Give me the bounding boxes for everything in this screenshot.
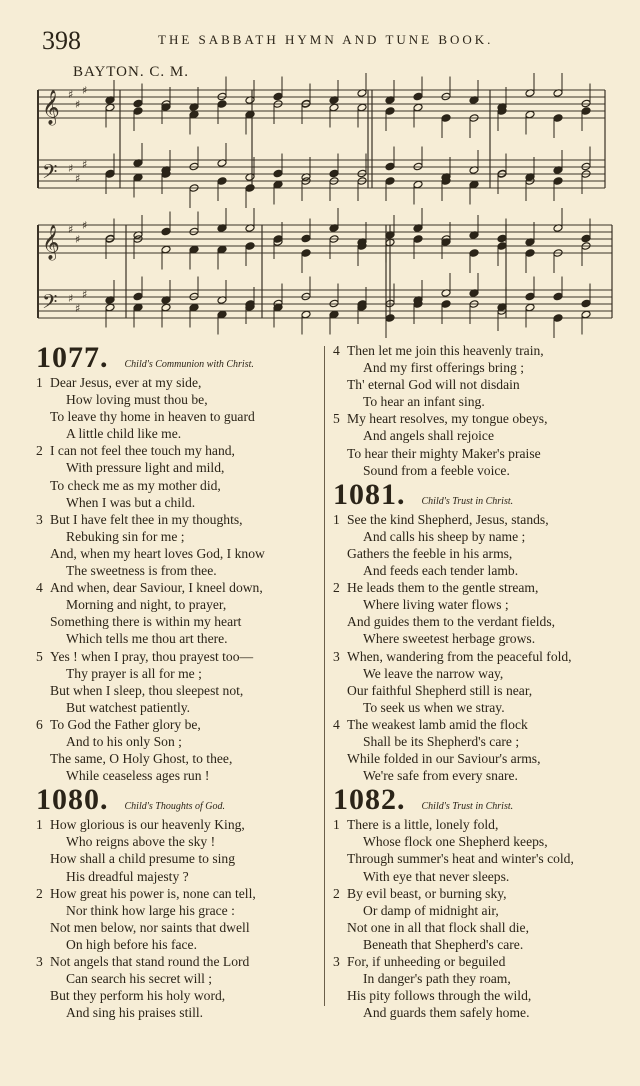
verse-line	[333, 919, 628, 936]
verse-line	[36, 970, 326, 987]
verse-text: By evil beast, or burning sky,	[347, 885, 507, 901]
verse	[36, 953, 326, 1021]
verse-line	[333, 767, 628, 784]
verse-line	[333, 868, 628, 885]
verse-text: To hear their mighty Maker's praise	[347, 445, 541, 461]
verse-line	[36, 833, 326, 850]
verse-line	[36, 885, 326, 902]
verse-text: Beneath that Shepherd's care.	[363, 936, 524, 952]
verse-line	[36, 1004, 326, 1021]
sharp-icon: ♯	[75, 233, 81, 246]
note-head	[189, 245, 199, 254]
verse-number: 4	[333, 343, 340, 358]
verse-text: To seek us when we stray.	[363, 699, 505, 715]
page-number: 398	[42, 26, 81, 55]
verse-text: Rebuking sin for me ;	[66, 528, 185, 544]
verse	[36, 716, 326, 784]
verse-line	[333, 511, 628, 528]
hymn-title: Child's Trust in Christ.	[421, 801, 514, 813]
verse-line	[333, 733, 628, 750]
verse-text: Gathers the feeble in his arms,	[347, 545, 513, 561]
verse-text: The weakest lamb amid the flock	[347, 716, 528, 732]
verse-line	[36, 374, 326, 391]
note-head	[553, 177, 563, 186]
note-head	[385, 107, 395, 116]
verse-number: 2	[36, 443, 43, 459]
verse-line	[36, 902, 326, 919]
note-head	[133, 303, 143, 312]
verse-text: The sweetness is from thee.	[66, 563, 217, 579]
verse-text: Something there is within my heart	[50, 614, 242, 630]
hymn-number: 1082.	[333, 783, 406, 817]
note-head	[105, 170, 115, 179]
note-head	[301, 249, 311, 258]
note-head	[273, 180, 283, 189]
note-head	[413, 180, 423, 189]
verse-text: And my first offerings bring ;	[363, 360, 524, 376]
verse-line	[333, 970, 628, 987]
hymn-number: 1080.	[36, 783, 109, 817]
verse-text: Morning and night, to prayer,	[66, 597, 227, 613]
verse	[36, 579, 326, 647]
verse-line	[333, 376, 628, 393]
verse-text: Yes ! when I pray, thou prayest too—	[50, 648, 254, 664]
verse	[333, 716, 628, 784]
verse-text: But they perform his holy word,	[50, 988, 226, 1004]
verse-number: 2	[36, 885, 43, 901]
bass-clef-icon: 𝄢	[42, 290, 58, 318]
verse-text: Th' eternal God will not disdain	[347, 377, 520, 393]
verse-text: And angels shall rejoice	[363, 428, 494, 444]
verse-text: There is a little, lonely fold,	[347, 817, 499, 833]
note-head	[273, 235, 283, 244]
sharp-icon: ♯	[68, 88, 74, 101]
note-head	[357, 103, 367, 112]
note-head	[245, 242, 255, 251]
verse-line	[36, 630, 326, 647]
verse-line	[36, 562, 326, 579]
verse-text: Dear Jesus, ever at my side,	[50, 375, 202, 390]
verse-number: 3	[36, 954, 43, 969]
sharp-icon: ♯	[82, 219, 88, 232]
verse-line	[36, 545, 326, 562]
note-head	[553, 292, 563, 301]
verse-number: 2	[333, 580, 340, 596]
verse-line	[333, 579, 628, 596]
note-head	[581, 299, 591, 308]
verse-line	[333, 833, 628, 850]
verse-line	[333, 699, 628, 716]
sharp-icon: ♯	[82, 84, 88, 97]
verse	[333, 342, 628, 410]
verse-text: And when, dear Saviour, I kneel down,	[50, 580, 263, 596]
verse	[333, 885, 628, 953]
verse-line	[333, 445, 628, 462]
verse-text: We're safe from every snare.	[363, 768, 518, 784]
sharp-icon: ♯	[82, 158, 88, 171]
verse-line	[36, 511, 326, 528]
verse-line	[333, 562, 628, 579]
verse-text: Can search his secret will ;	[66, 971, 213, 987]
verse-text: Sound from a feeble voice.	[363, 462, 510, 478]
verse-number: 4	[333, 716, 340, 732]
sharp-icon: ♯	[75, 98, 81, 111]
verse-line	[36, 750, 326, 767]
verse-text: Whose flock one Shepherd keeps,	[363, 834, 548, 850]
verse-text: For, if unheeding or beguiled	[347, 954, 506, 969]
verse-text: Nor think how large his grace :	[66, 902, 235, 918]
treble-clef-icon: 𝄞	[42, 90, 60, 125]
note-head	[217, 100, 227, 109]
verse-number: 2	[333, 885, 340, 901]
note-head	[105, 303, 115, 312]
verse-line	[333, 850, 628, 867]
verse-line	[36, 699, 326, 716]
hymn-heading	[333, 784, 628, 816]
verse-text: And to his only Son ;	[66, 733, 182, 749]
note-head	[413, 235, 423, 244]
note-head	[189, 110, 199, 119]
note-head	[553, 314, 563, 323]
verse-line	[36, 579, 326, 596]
verse-text: We leave the narrow way,	[363, 665, 504, 681]
verse-text: And, when my heart loves God, I know	[50, 545, 265, 561]
verse-line	[333, 936, 628, 953]
verse-line	[333, 410, 628, 427]
verse	[36, 511, 326, 579]
verse-text: His dreadful majesty ?	[66, 868, 189, 884]
note-head	[133, 107, 143, 116]
verse-text: And guards them safely home.	[363, 1005, 530, 1021]
hymn-title: Child's Trust in Christ.	[421, 495, 514, 507]
verse-line	[333, 427, 628, 444]
note-head	[385, 162, 395, 171]
verse-line	[36, 442, 326, 459]
note-head	[581, 310, 591, 319]
verse-number: 3	[36, 511, 43, 527]
verse-line	[36, 953, 326, 970]
verse-text: To leave thy home in heaven to guard	[50, 409, 255, 425]
verse-text: Where living water flows ;	[363, 597, 509, 613]
verse	[333, 648, 628, 716]
verse-text: A little child like me.	[66, 426, 182, 442]
verse-line	[36, 459, 326, 476]
note-head	[133, 173, 143, 182]
verse-text: See the kind Shepherd, Jesus, stands,	[347, 511, 549, 527]
verse-line	[333, 953, 628, 970]
verse	[36, 442, 326, 510]
note-head	[525, 292, 535, 301]
verse-number: 5	[36, 648, 43, 664]
verse	[36, 648, 326, 716]
sharp-icon: ♯	[82, 288, 88, 301]
sharp-icon: ♯	[68, 292, 74, 305]
note-head	[329, 103, 339, 112]
note-head	[301, 310, 311, 319]
note-head	[217, 177, 227, 186]
note-head	[385, 177, 395, 186]
verse-line	[36, 919, 326, 936]
hymn-heading	[36, 342, 326, 374]
verse-text: When I was but a child.	[66, 494, 196, 510]
verse-line	[333, 596, 628, 613]
note-head	[413, 92, 423, 101]
verse-text: Thy prayer is all for me ;	[66, 665, 202, 681]
verse-line	[36, 868, 326, 885]
hymn-number: 1077.	[36, 341, 109, 374]
verse-line	[333, 816, 628, 833]
verse-text: While ceaseless ages run !	[66, 768, 210, 784]
sharp-icon: ♯	[68, 162, 74, 175]
verse-line	[36, 733, 326, 750]
verse-line	[333, 665, 628, 682]
verse-text: And calls his sheep by name ;	[363, 528, 526, 544]
verse-line	[36, 613, 326, 630]
verse-number: 1	[333, 511, 340, 527]
note-head	[413, 103, 423, 112]
note-head	[245, 184, 255, 193]
hymn-heading	[36, 784, 326, 816]
verse	[333, 511, 628, 579]
treble-clef-icon: 𝄞	[42, 225, 60, 260]
verse-text: And guides them to the verdant fields,	[347, 614, 556, 630]
left-column	[36, 342, 326, 1021]
note-head	[441, 114, 451, 123]
verse-text: Which tells me thou art there.	[66, 631, 228, 647]
sharp-icon: ♯	[75, 172, 81, 185]
verse-line	[333, 528, 628, 545]
verse-line	[36, 528, 326, 545]
verse-line	[333, 750, 628, 767]
verse-text: And sing his praises still.	[66, 1005, 204, 1021]
verse-text: In danger's path they roam,	[363, 971, 511, 987]
bass-clef-icon: 𝄢	[42, 160, 58, 188]
verse-text: And feeds each tender lamb.	[363, 563, 519, 579]
verse-text: My heart resolves, my tongue obeys,	[347, 411, 548, 427]
hymn-title: Child's Thoughts of God.	[124, 801, 225, 813]
note-head	[161, 227, 171, 236]
verse-line	[333, 902, 628, 919]
sharp-icon: ♯	[68, 223, 74, 236]
note-head	[581, 107, 591, 116]
note-head	[329, 310, 339, 319]
verse-text: How loving must thou be,	[66, 392, 208, 408]
verse-text: Who reigns above the sky !	[66, 834, 216, 850]
note-head	[581, 234, 591, 243]
verse-text: Or damp of midnight air,	[363, 902, 499, 918]
hymn-title: Child's Communion with Christ.	[124, 359, 254, 370]
note-head	[329, 169, 339, 178]
verse-line	[333, 1004, 628, 1021]
verse-number: 4	[36, 580, 43, 596]
verse-text: The same, O Holy Ghost, to thee,	[50, 751, 233, 767]
note-head	[105, 103, 115, 112]
verse-text: While folded in our Saviour's arms,	[347, 751, 541, 767]
verse-line	[333, 648, 628, 665]
sharp-icon: ♯	[75, 302, 81, 315]
verse-text: With pressure light and mild,	[66, 460, 225, 476]
verse-line	[36, 716, 326, 733]
verse-text: To hear an infant sing.	[363, 394, 485, 410]
verse-number: 6	[36, 716, 43, 732]
verse-line	[36, 850, 326, 867]
verse	[333, 579, 628, 647]
verse-text: How shall a child presume to sing	[50, 851, 235, 867]
verse-line	[333, 393, 628, 410]
verse	[333, 410, 628, 478]
verse-line	[36, 408, 326, 425]
verse-line	[36, 391, 326, 408]
note-head	[469, 249, 479, 258]
verse-line	[333, 682, 628, 699]
verse-number: 1	[333, 817, 340, 833]
verse-text: Where sweetest herbage grows.	[363, 631, 536, 647]
hymn-number: 1081.	[333, 477, 406, 511]
verse-line	[36, 682, 326, 699]
verse-text: Not angels that stand round the Lord	[50, 954, 250, 969]
note-head	[245, 110, 255, 119]
verse-text: To check me as my mother did,	[50, 477, 221, 493]
running-head: THE SABBATH HYMN AND TUNE BOOK.	[158, 32, 494, 47]
verse	[36, 816, 326, 884]
verse-text: With eye that never sleeps.	[363, 868, 510, 884]
note-head	[273, 92, 283, 101]
verse-number: 1	[36, 817, 43, 833]
note-head	[441, 300, 451, 309]
verse-line	[333, 613, 628, 630]
verse-text: But when I sleep, thou sleepest not,	[50, 682, 244, 698]
verse-line	[333, 716, 628, 733]
note-head	[217, 310, 227, 319]
verse-line	[36, 477, 326, 494]
note-head	[469, 180, 479, 189]
verse-line	[36, 816, 326, 833]
note-head	[553, 114, 563, 123]
verse-text: When, wandering from the peaceful fold,	[347, 648, 572, 664]
verse-text: How glorious is our heavenly King,	[50, 817, 245, 833]
verse-line	[333, 987, 628, 1004]
music-score	[0, 0, 640, 340]
note-head	[189, 303, 199, 312]
verse-number: 3	[333, 954, 340, 969]
verse-text: But I have felt thee in my thoughts,	[50, 511, 243, 527]
right-column	[333, 342, 628, 1021]
note-head	[525, 110, 535, 119]
verse	[333, 816, 628, 884]
note-head	[161, 245, 171, 254]
note-head	[525, 303, 535, 312]
verse-line	[36, 987, 326, 1004]
verse-line	[36, 767, 326, 784]
verse	[333, 953, 628, 1021]
note-head	[161, 303, 171, 312]
verse-line	[36, 425, 326, 442]
verse	[36, 885, 326, 953]
verse-number: 3	[333, 648, 340, 664]
verse-text: Through summer's heat and winter's cold,	[347, 851, 574, 867]
verse-text: Not men below, nor saints that dwell	[50, 919, 250, 935]
verse-line	[36, 648, 326, 665]
note-head	[301, 234, 311, 243]
verse-line	[333, 630, 628, 647]
verse-text: But watchest patiently.	[66, 699, 191, 715]
verse-text: Then let me join this heavenly train,	[347, 343, 544, 358]
verse-line	[333, 359, 628, 376]
verse-line	[333, 462, 628, 479]
note-head	[133, 99, 143, 108]
verse-line	[333, 545, 628, 562]
verse-line	[333, 342, 628, 359]
note-head	[133, 292, 143, 301]
verse-text: On high before his face.	[66, 936, 197, 952]
verse-text: He leads them to the gentle stream,	[347, 580, 539, 596]
verse-number: 1	[36, 375, 43, 390]
verse-line	[36, 665, 326, 682]
verse-line	[333, 885, 628, 902]
note-head	[525, 249, 535, 258]
verse-text: Shall be its Shepherd's care ;	[363, 733, 520, 749]
verse-text: His pity follows through the wild,	[347, 988, 532, 1004]
verse-text: Our faithful Shepherd still is near,	[347, 682, 533, 698]
verse-line	[36, 596, 326, 613]
note-head	[273, 169, 283, 178]
verse-text: To God the Father glory be,	[50, 716, 201, 732]
note-head	[217, 245, 227, 254]
tune-name: BAYTON. C. M.	[73, 64, 189, 80]
verse-number: 5	[333, 411, 340, 427]
hymn-heading	[333, 479, 628, 511]
verse-text: Not one in all that flock shall die,	[347, 919, 529, 935]
verse-line	[36, 494, 326, 511]
verse-line	[36, 936, 326, 953]
verse-text: How great his power is, none can tell,	[50, 885, 256, 901]
verse-text: I can not feel thee touch my hand,	[50, 443, 235, 459]
verse	[36, 374, 326, 442]
